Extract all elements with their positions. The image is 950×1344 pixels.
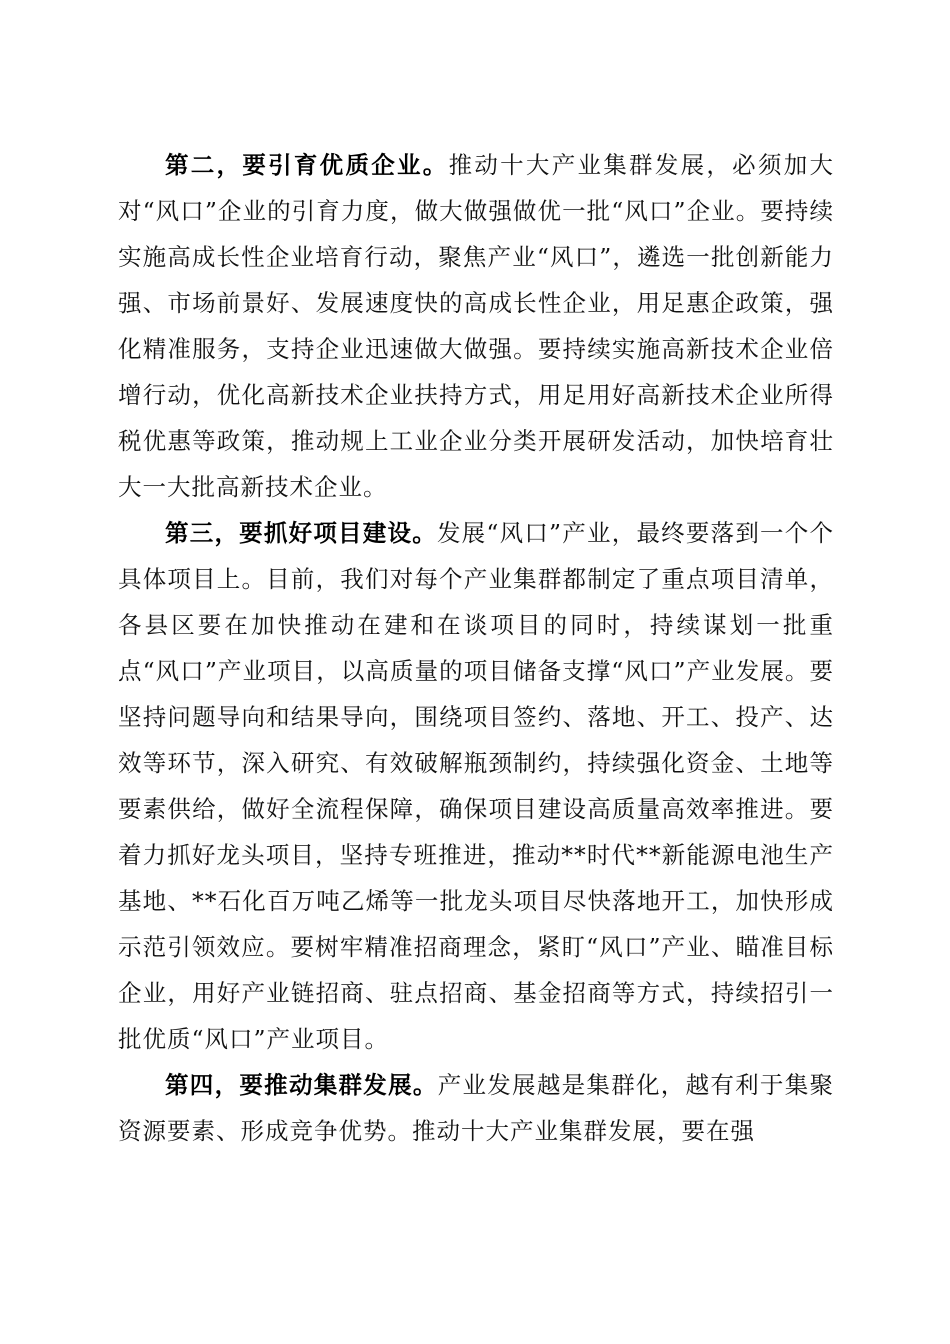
paragraph-text: 产业发展越是集群化，越有利于集聚资源要素、形成竞争优势。推动十大产业集群发展，要在强 xyxy=(118,1071,835,1145)
document-body xyxy=(118,142,834,1154)
paragraph-heading: 第四，要推动集群发展。 xyxy=(165,1071,438,1099)
paragraph-cluster-development xyxy=(118,1062,834,1154)
paragraph-project-construction xyxy=(118,510,834,1062)
paragraph-text: 推动十大产业集群发展，必须加大对“风口”企业的引育力度，做大做强做优一批“风口”企业。要持续实施高成长性企业培育行动，聚焦产业“风口”，遴选一批创新能力强、市场前景好、发展速度快的高成长性企业，用足惠企政策，强化精准服务，支持企业迅速做大做强。要持续实施高新技术企业倍增行动，优化高新技术企业扶持方式，用足用好高新技术企业所得税优惠等政策，推动规上工业企业分类开展研发活动，加快培育壮大一大批高新技术企业。 xyxy=(118,151,835,501)
paragraph-enterprise-cultivation xyxy=(118,142,834,510)
paragraph-text: 发展“风口”产业，最终要落到一个个具体项目上。目前，我们对每个产业集群都制定了重点项目清单，各县区要在加快推动在建和在谈项目的同时，持续谋划一批重点“风口”产业项目，以高质量的项目储备支撑“风口”产业发展。要坚持问题导向和结果导向，围绕项目签约、落地、开工、投产、达效等环节，深入研究、有效破解瓶颈制约，持续强化资金、土地等要素供给，做好全流程保障，确保项目建设高质量高效率推进。要着力抓好龙头项目，坚持专班推进，推动**时代**新能源电池生产基地、**石化百万吨乙烯等一批龙头项目尽快落地开工，加快形成示范引领效应。要树牢精准招商理念，紧盯“风口”产业、瞄准目标企业，用好产业链招商、驻点招商、基金招商等方式，持续招引一批优质“风口”产业项目。 xyxy=(118,519,835,1053)
paragraph-heading: 第三，要抓好项目建设。 xyxy=(165,519,437,547)
paragraph-heading: 第二，要引育优质企业。 xyxy=(165,151,449,179)
